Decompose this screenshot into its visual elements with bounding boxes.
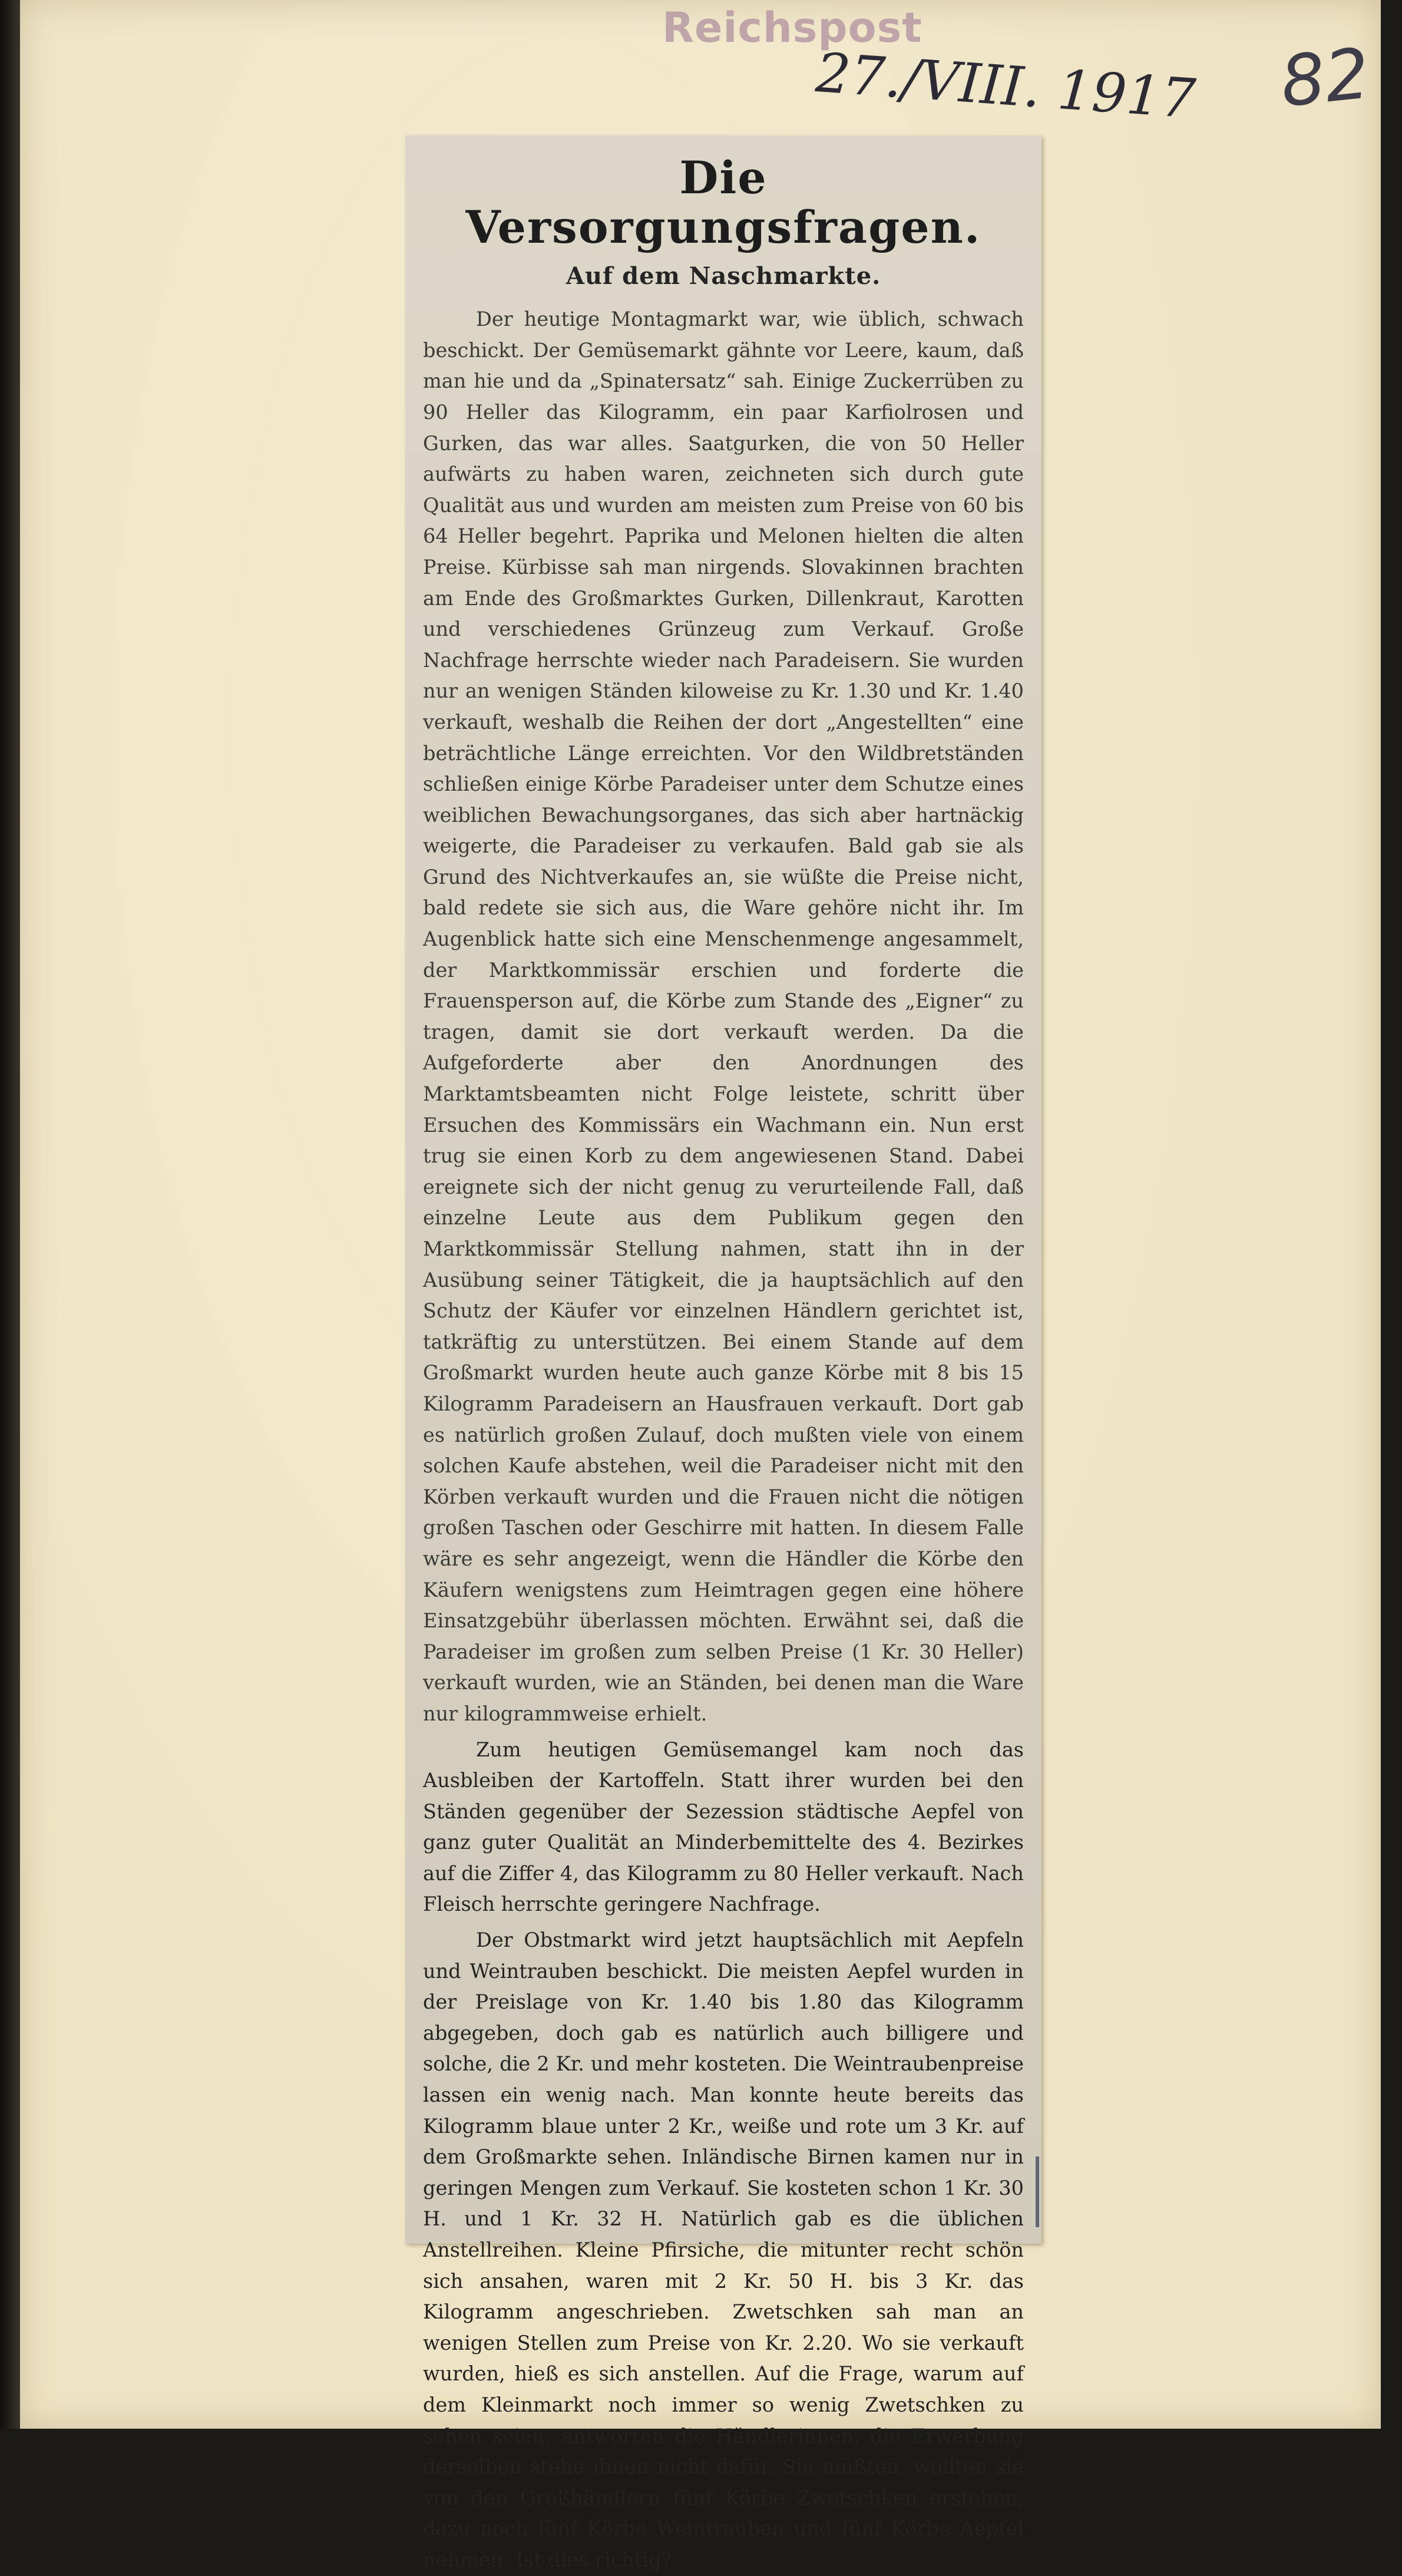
handwritten-date: 27./VIII. 1917	[814, 41, 1198, 131]
article-paragraph: Der Obstmarkt wird jetzt hauptsächlich mit Aepfeln und Weintrauben beschickt. Die meisten Aepfel wurden in der Preislage von Kr. 1.40 bis 1.80 das Kilogramm abgegeben, doch gab es natürlich auch billigere und solche, die 2 Kr. und mehr kosteten. Die Weintraubenpreise lassen ein wenig nach. Man konnte heute bereits das Kilogramm blaue unter 2 Kr., weiße und rote um 3 Kr. auf dem Großmarkte sehen. Inländische Birnen kamen nur in geringen Mengen zum Verkauf. Sie kosteten schon 1 Kr. 30 H. und 1 Kr. 32 H. Natürlich gab es die üblichen Anstellreihen. Kleine Pfirsiche, die mitunter recht schön sich ansahen, waren mit 2 Kr. 50 H. bis 3 Kr. das Kilogramm angeschrieben. Zwetschken sah man an wenigen Stellen zum Preise von Kr. 2.20. Wo sie verkauft wurden, hieß es sich anstellen. Auf die Frage, warum auf dem Kleinmarkt noch immer so wenig Zwetschken zu sehen seien, antworten die Händlerinnen, die Erwerbung derselben stehe ihnen nicht dafür. Sie müßten, wollten sie von den Großhändlern fünf Körbe Zwetschken erstehen, dazu noch fünf Körbe Weintrauben und fünf Körbe Aepfel nehmen. Ist dies richtig?	[423, 1928, 1024, 2571]
scan-edge-shadow	[0, 0, 20, 2429]
newspaper-clipping	[405, 136, 1041, 2571]
article-paragraph: Der heutige Montagmarkt war, wie üblich, schwach beschickt. Der Gemüsemarkt gähnte vor Leere, kaum, daß man hie und da „Spinatersatz“ sah. Einige Zuckerrüben zu 90 Heller das Kilogramm, ein paar Karfiolrosen und Gurken, das war alles. Saatgurken, die von 50 Heller aufwärts zu haben waren, zeichneten sich durch gute Qualität aus und wurden am meisten zum Preise von 60 bis 64 Heller begehrt. Paprika und Melonen hielten die alten Preise. Kürbisse sah man nirgends. Slovakinnen brachten am Ende des Großmarktes Gurken, Dillenkraut, Karotten und verschiedenes Grünzeug zum Verkauf. Große Nachfrage herrschte wieder nach Paradeisern. Sie wurden nur an wenigen Ständen kiloweise zu Kr. 1.30 und Kr. 1.40 verkauft, weshalb die Reihen der dort „Angestellten“ eine beträchtliche Länge erreichten. Vor den Wildbretständen schließen einige Körbe Paradeiser unter dem Schutze eines weiblichen Bewachungsorganes, das sich aber hartnäckig weigerte, die Paradeiser zu verkaufen. Bald gab sie als Grund des Nichtverkaufes an, sie wüßte die Preise nicht, bald redete sie sich aus, die Ware gehöre nicht ihr. Im Augenblick hatte sich eine Menschenmenge angesammelt, der Marktkommissär erschien und forderte die Frauensperson auf, die Körbe zum Stande des „Eigner“ zu tragen, damit sie dort verkauft werden. Da die Aufgeforderte aber den Anordnungen des Marktamtsbeamten nicht Folge leistete, schritt über Ersuchen des Kommissärs ein Wachmann ein. Nun erst trug sie einen Korb zu dem angewiesenen Stand. Dabei ereignete sich der nicht genug zu verurteilende Fall, daß einzelne Leute aus dem Publikum gegen den Marktkommissär Stellung nahmen, statt ihn in der Ausübung seiner Tätigkeit, die ja hauptsächlich auf den Schutz der Käufer vor einzelnen Händlern gerichtet ist, tatkräftig zu unterstützen. Bei einem Stande auf dem Großmarkt wurden heute auch ganze Körbe mit 8 bis 15 Kilogramm Paradeisern an Hausfrauen verkauft. Dort gab es natürlich großen Zulauf, doch mußten viele von einem solchen Kaufe abstehen, weil die Paradeiser nicht mit den Körben verkauft wurden und die Frauen nicht die nötigen großen Taschen oder Geschirre mit hatten. In diesem Falle wäre es sehr angezeigt, wenn die Händler die Körbe den Käufern wenigstens zum Heimtragen gegen eine höhere Einsatzgebühr überlassen möchten. Erwähnt sei, daß die Paradeiser im großen zum selben Preise (1 Kr. 30 Heller) verkauft wurden, wie an Ständen, bei denen man die Ware nur kilogrammweise erhielt.	[423, 308, 1024, 1725]
article-subheadline: Auf dem Naschmarkte.	[566, 262, 881, 290]
article-headline: Die Versorgungsfragen.	[465, 151, 981, 253]
newspaper-stamp: Reichspost	[662, 4, 922, 52]
article	[423, 136, 1024, 2576]
article-paragraph: Zum heutigen Gemüsemangel kam noch das Ausbleiben der Kartoffeln. Statt ihrer wurden bei den Ständen gegenüber der Sezession städtische Aepfel von ganz guter Qualität an Minderbemittelte des 4. Bezirkes auf die Ziffer 4, das Kilogramm zu 80 Heller verkauft. Nach Fleisch herrschte geringere Nachfrage.	[423, 1738, 1024, 1916]
folio-number: 82	[1277, 32, 1374, 123]
margin-pencil-mark	[1036, 2156, 1039, 2227]
